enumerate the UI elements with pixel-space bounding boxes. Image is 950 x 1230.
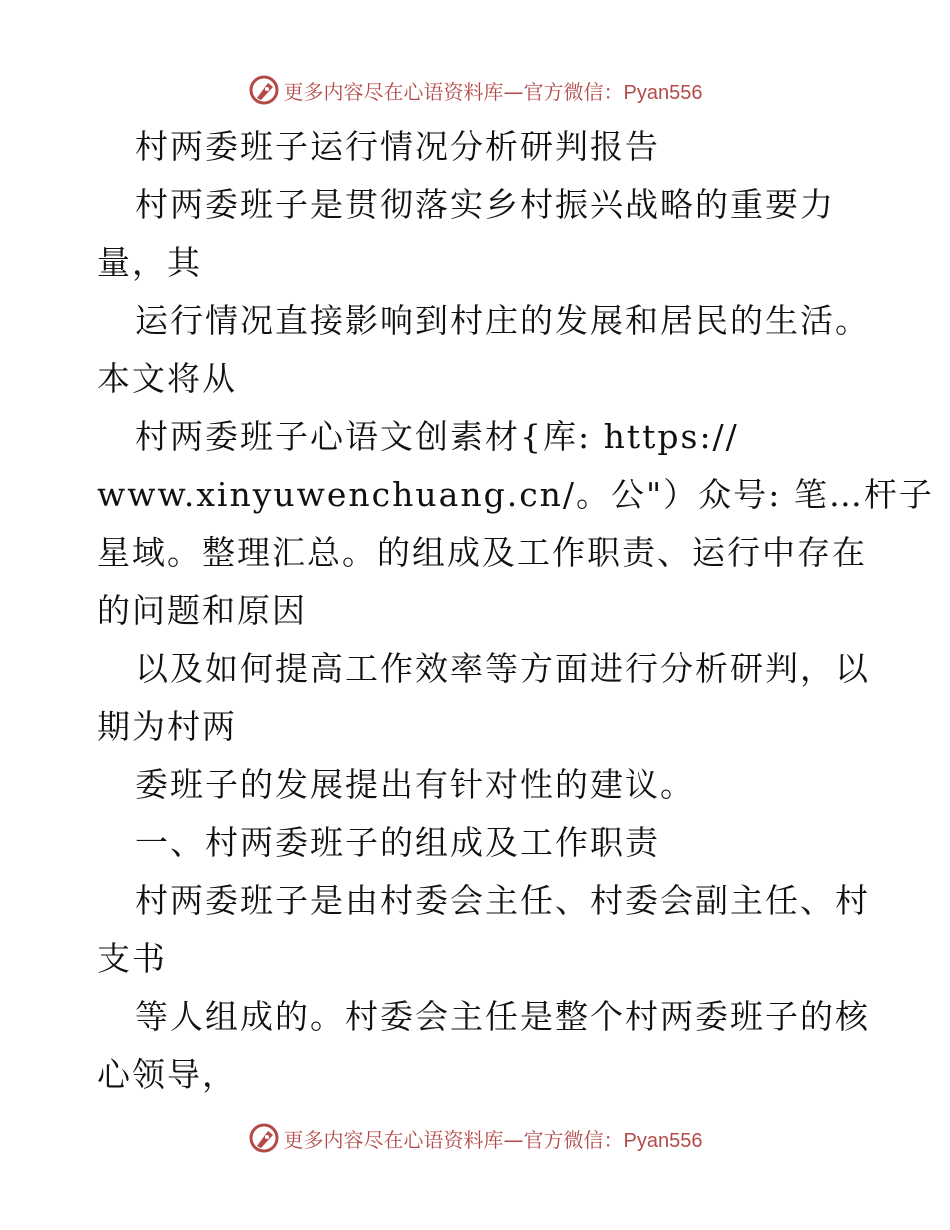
paragraph-line: 以及如何提高工作效率等方面进行分析研判，以 — [135, 649, 870, 688]
paragraph-line: 村两委班子是贯彻落实乡村振兴战略的重要力 — [135, 185, 835, 224]
paragraph-line: 村两委班子是由村委会主任、村委会副主任、村 — [135, 881, 870, 920]
paragraph-line: 量，其 — [97, 243, 202, 282]
document-title: 村两委班子运行情况分析研判报告 — [135, 127, 660, 166]
paragraph-line: 星域。整理汇总。的组成及工作职责、运行中存在 — [97, 533, 867, 572]
header-banner-text: 更多内容尽在心语资料库—官方微信：Pyan556 — [283, 79, 703, 104]
footer-banner — [0, 1118, 950, 1158]
footer-wechat-id: Pyan556 — [623, 1129, 703, 1152]
paragraph-line: 本文将从 — [97, 359, 237, 398]
document-body — [97, 118, 934, 1104]
paragraph-line: 运行情况直接影响到村庄的发展和居民的生活。 — [135, 301, 870, 340]
pen-nib-logo-icon — [248, 74, 280, 106]
paragraph-line: 心领导， — [97, 1055, 237, 1094]
paragraph-line: www.xinyuwenchuang.cn/。公"）众号: 笔…杆子 — [97, 475, 934, 514]
paragraph-line: 村两委班子心语文创素材{库: https:// — [135, 417, 739, 456]
footer-banner-text: 更多内容尽在心语资料库—官方微信：Pyan556 — [283, 1127, 703, 1152]
paragraph-line: 等人组成的。村委会主任是整个村两委班子的核 — [135, 997, 870, 1036]
paragraph-line: 的问题和原因 — [97, 591, 307, 630]
pen-nib-logo-icon — [248, 1122, 280, 1154]
paragraph-line: 支书 — [97, 939, 167, 978]
paragraph-line: 期为村两 — [97, 707, 237, 746]
header-wechat-id: Pyan556 — [623, 81, 703, 104]
paragraph-line: 委班子的发展提出有针对性的建议。 — [135, 765, 695, 804]
section-heading: 一、村两委班子的组成及工作职责 — [135, 823, 660, 862]
header-banner — [0, 70, 950, 110]
